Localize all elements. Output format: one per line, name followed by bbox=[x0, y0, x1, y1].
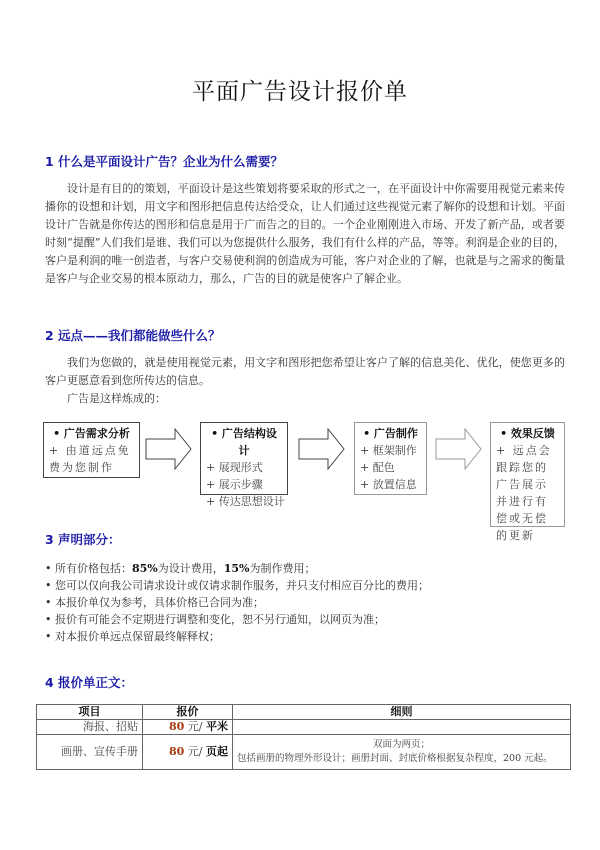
statement-list bbox=[45, 560, 565, 645]
column-header-price: 报价 bbox=[143, 705, 233, 720]
table-row bbox=[37, 720, 571, 735]
column-header-item: 项目 bbox=[37, 705, 143, 720]
production-percent: 15% bbox=[223, 562, 250, 575]
statement-item: • 对本报价单远点保留最终解释权； bbox=[45, 630, 220, 643]
flow-step-title: • 广告制作 bbox=[363, 427, 418, 440]
arrow-right-icon bbox=[435, 428, 483, 470]
table-row bbox=[37, 735, 571, 770]
price-unit: 页起 bbox=[206, 745, 228, 758]
statement-text: • 所有价格包括： bbox=[45, 562, 132, 575]
statement-item: • 报价有可能会不定期进行调整和变化，恕不另行通知，以网页为准； bbox=[45, 613, 385, 626]
section-2-heading: 2 远点——我们都能做些什么？ bbox=[45, 328, 221, 343]
section-2-lead: 广告是这样炼成的： bbox=[67, 392, 166, 405]
price-currency: 元/ bbox=[187, 745, 203, 758]
flow-step-item: + 远点会跟踪您的广告展示并进行有偿或无偿的更新 bbox=[496, 444, 552, 542]
section-1-paragraph: 设计是有目的的策划，平面设计是这些策划将要采取的形式之一，在平面设计中你需要用视觉元素来传播你的设想和计划，用文字和图形把信息传达给受众，让人们通过这些视觉元素了解你的设想和计划。平面设计广告就是你传达的图形和信息是用于广而告之的目的。一个企业刚刚进入市场、开发了新产品，或者要时刻“提醒”人们我们是谁、我们可以为您提供什么服务，我们有什么样的产品，等等。利润是企业的目的，客户是利润的唯一创造者，与客户交易使利润的创造成为可能，客户对企业的了解，也就是与之需求的衡量是客户与企业交易的根本原动力，那么，广告的目的就是使客户了解企业。 bbox=[45, 182, 565, 285]
arrow-right-icon bbox=[298, 428, 346, 470]
flow-step-item: + 传达思想设计 bbox=[206, 495, 285, 508]
price-table bbox=[36, 704, 571, 770]
section-3-heading: 3 声明部分： bbox=[45, 532, 121, 547]
item-cell: 海报、招贴 bbox=[37, 720, 143, 735]
flow-step-item: + 展现形式 bbox=[206, 461, 263, 474]
price-value: 80 bbox=[168, 745, 185, 758]
flow-step-structure-design bbox=[200, 422, 288, 508]
detail-line: 包括画册的物理外形设计；画册封面、封底价格根据复杂程度，200 元起。 bbox=[237, 753, 553, 764]
section-1-heading: 1 什么是平面设计广告？企业为什么需要？ bbox=[45, 154, 284, 169]
detail-cell bbox=[233, 735, 571, 770]
section-2-body bbox=[45, 354, 565, 408]
section-2-paragraph: 我们为您做的，就是使用视觉元素，用文字和图形把您希望让客户了解的信息美化、优化，使您更多的客户更愿意看到您所传达的信息。 bbox=[45, 356, 565, 387]
section-1-body bbox=[45, 180, 565, 288]
flow-step-title: • 效果反馈 bbox=[500, 427, 555, 440]
flow-step-requirement-analysis bbox=[43, 422, 140, 478]
item-cell: 画册、宣传手册 bbox=[37, 735, 143, 770]
section-4-heading: 4 报价单正文： bbox=[45, 675, 134, 690]
flow-step-title: • 广告需求分析 bbox=[53, 427, 130, 440]
statement-text: 为制作费用； bbox=[249, 562, 316, 575]
statement-item bbox=[45, 560, 565, 577]
flow-step-production bbox=[354, 422, 427, 495]
price-unit: 平米 bbox=[206, 720, 228, 733]
column-header-details: 细则 bbox=[233, 705, 571, 720]
detail-cell bbox=[233, 720, 571, 735]
flow-step-item: + 配色 bbox=[360, 461, 395, 474]
flow-step-feedback bbox=[490, 422, 565, 542]
statement-item: • 您可以仅向我公司请求设计或仅请求制作服务，并只支付相应百分比的费用； bbox=[45, 579, 429, 592]
flow-step-item: + 展示步骤 bbox=[206, 478, 263, 491]
statement-item: • 本报价单仅为参考，具体价格已合同为准； bbox=[45, 596, 264, 609]
arrow-right-icon bbox=[145, 428, 193, 470]
statement-text: 为设计费用， bbox=[157, 562, 224, 575]
price-value: 80 bbox=[168, 720, 185, 733]
flow-step-item: + 放置信息 bbox=[360, 478, 417, 491]
price-cell bbox=[143, 735, 233, 770]
flow-step-item: + 由道远点免费为您制作 bbox=[49, 444, 131, 474]
design-percent: 85% bbox=[131, 562, 158, 575]
flow-step-title: • 广告结构设计 bbox=[211, 427, 277, 457]
page-title: 平面广告设计报价单 bbox=[192, 79, 408, 105]
price-cell bbox=[143, 720, 233, 735]
detail-line: 双面为两页； bbox=[372, 739, 430, 750]
flow-step-item: + 框架制作 bbox=[360, 444, 417, 457]
price-currency: 元/ bbox=[187, 720, 203, 733]
table-header-row bbox=[37, 705, 571, 720]
